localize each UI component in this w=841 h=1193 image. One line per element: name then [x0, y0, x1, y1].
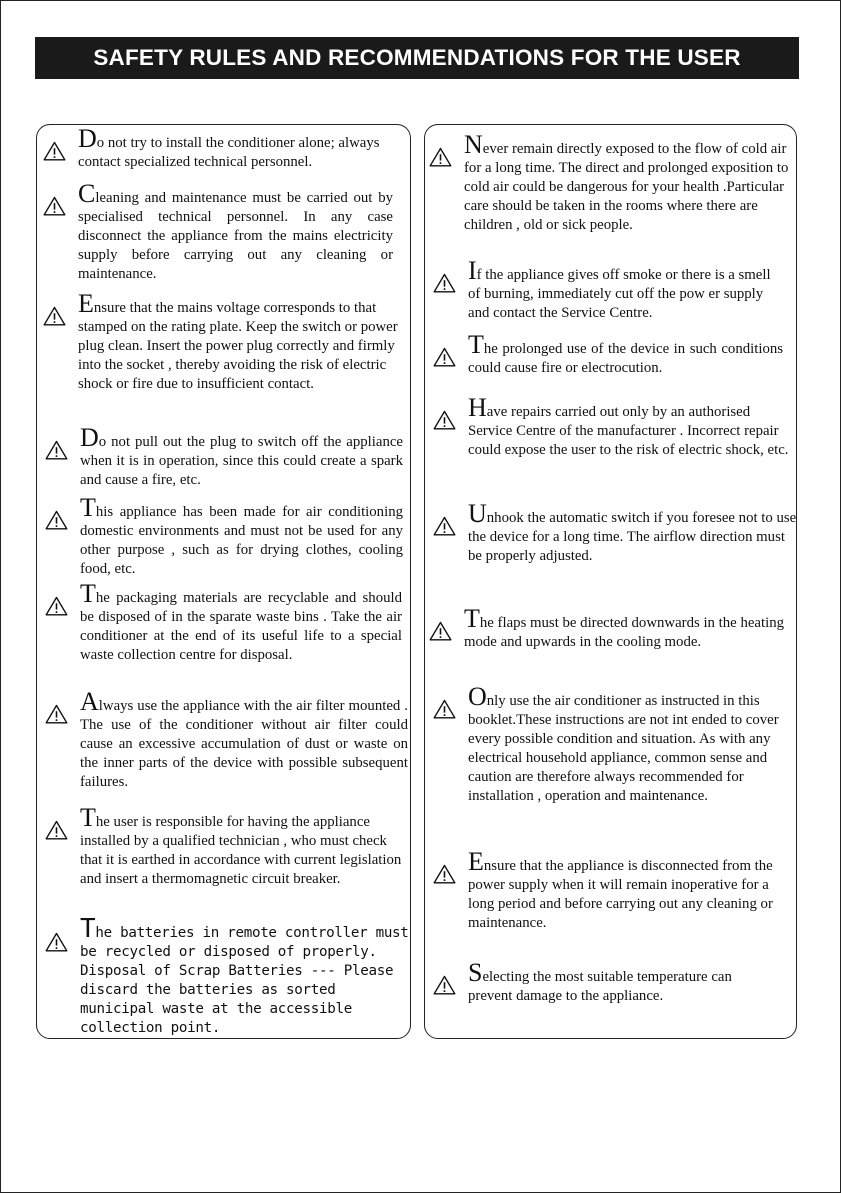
rule-text: he packaging materials are recyclable and should be disposed of in the sparate waste bins . Take the air conditioner at the end of its useful life to a special waste collection centre for disposal. — [80, 590, 402, 663]
safety-rule — [424, 604, 784, 652]
rule-initial: E — [468, 847, 484, 876]
warning-icon — [433, 864, 456, 884]
rule-text: leaning and maintenance must be carried out by specialised technical personnel. In any case disconnect the appliance from the mains electricity supply before carrying out any cleaning or maintenance. — [78, 190, 393, 282]
warning-icon — [429, 621, 452, 641]
rule-text: lways use the appliance with the air filter mounted . The use of the conditioner without air filter could cause an excessive accumulation of dust or waste on the inner parts of the device with possible subsequent failures. — [80, 698, 408, 790]
rule-initial: T — [80, 803, 96, 832]
rule-initial: I — [468, 256, 477, 285]
warning-icon — [45, 440, 68, 460]
safety-rule — [38, 289, 408, 394]
rule-text: o not pull out the plug to switch off the appliance when it is in operation, since this could create a spark and cause a fire, etc. — [80, 434, 403, 488]
safety-rule — [38, 179, 393, 284]
warning-icon — [433, 699, 456, 719]
page-title: SAFETY RULES AND RECOMMENDATIONS FOR THE USER — [35, 37, 799, 79]
safety-rule — [40, 803, 410, 889]
warning-icon — [43, 306, 66, 326]
rule-initial: N — [464, 130, 483, 159]
rule-text: nhook the automatic switch if you foresee not to use the device for a long time. The airflow direction must be properly adjusted. — [468, 510, 797, 564]
safety-rule — [424, 130, 799, 235]
safety-rule — [40, 914, 410, 1038]
rule-text: nsure that the appliance is disconnected from the power supply when it will remain inoperative for a long period and before carrying out any cleaning or maintenance. — [468, 858, 773, 931]
safety-rule — [38, 124, 406, 172]
rule-text: he flaps must be directed downwards in the heating mode and upwards in the cooling mode. — [464, 615, 784, 650]
safety-rule — [428, 330, 783, 378]
warning-icon — [433, 516, 456, 536]
rule-text: he prolonged use of the device in such conditions could cause fire or electrocution. — [468, 341, 783, 376]
rule-initial: O — [468, 682, 487, 711]
warning-icon — [433, 347, 456, 367]
safety-rule — [428, 958, 773, 1006]
safety-rule — [40, 423, 403, 490]
warning-icon — [45, 596, 68, 616]
warning-icon — [43, 196, 66, 216]
safety-rule — [40, 579, 402, 665]
safety-rule — [428, 393, 790, 460]
warning-icon — [45, 820, 68, 840]
safety-rule — [428, 847, 798, 933]
safety-rule — [428, 499, 798, 566]
rule-initial: H — [468, 393, 487, 422]
rule-initial: D — [78, 124, 97, 153]
warning-icon — [45, 510, 68, 530]
safety-rule — [40, 687, 408, 792]
safety-rule — [428, 256, 783, 323]
rule-text: ave repairs carried out only by an authorised Service Centre of the manufacturer . Incorrect repair could expose the user to the risk of electric shock, etc. — [468, 404, 789, 458]
rule-text: o not try to install the conditioner alone; always contact specialized technical personnel. — [78, 135, 380, 170]
rule-initial: C — [78, 179, 96, 208]
rule-initial: T — [468, 330, 484, 359]
rule-text: electing the most suitable temperature can prevent damage to the appliance. — [468, 969, 732, 1004]
rule-text: he batteries in remote controller must be recycled or disposed of properly. Disposal of Scrap Batteries --- Please discard the batteries as sorted municipal waste at the accessible collection point. — [80, 925, 409, 1036]
rule-text: nly use the air conditioner as instructed in this booklet.These instructions are not int ended to cover every possible condition and situation. As with any electrical household appliance, common sense and caution are therefore always recommended for installation , operation and maintenance. — [468, 693, 779, 804]
rule-initial: U — [468, 499, 487, 528]
rule-text: ever remain directly exposed to the flow of cold air for a long time. The direct and prolonged exposition to cold air could be dangerous for your health .Particular care should be taken in the rooms where there are children , old or sick people. — [464, 141, 789, 233]
rule-initial: T — [80, 914, 96, 944]
warning-icon — [429, 147, 452, 167]
warning-icon — [433, 975, 456, 995]
warning-icon — [433, 410, 456, 430]
warning-icon — [45, 704, 68, 724]
safety-rule — [428, 682, 798, 806]
warning-icon — [433, 273, 456, 293]
warning-icon — [43, 141, 66, 161]
rule-initial: E — [78, 289, 94, 318]
rule-initial: T — [80, 579, 96, 608]
rule-initial: D — [80, 423, 99, 452]
safety-rule — [40, 493, 403, 579]
rule-initial: S — [468, 958, 483, 987]
rule-text: his appliance has been made for air conditioning domestic environments and must not be used for any other purpose , such as for drying clothes, cooling food, etc. — [80, 504, 403, 577]
rule-text: nsure that the mains voltage corresponds to that stamped on the rating plate. Keep the switch or power plug clean. Insert the power plug correctly and firmly into the socket , thereby avoiding the risk of electric shock or fire due to insufficient contact. — [78, 300, 398, 392]
warning-icon — [45, 932, 68, 952]
rule-text: he user is responsible for having the appliance installed by a qualified technician , who must check that it is earthed in accordance with current legislation and insert a thermomagnetic circuit breaker. — [80, 814, 402, 887]
rule-initial: T — [464, 604, 480, 633]
rule-initial: T — [80, 493, 96, 522]
rule-text: f the appliance gives off smoke or there is a smell of burning, immediately cut off the pow er supply and contact the Service Centre. — [468, 267, 771, 321]
rule-initial: A — [80, 687, 99, 716]
